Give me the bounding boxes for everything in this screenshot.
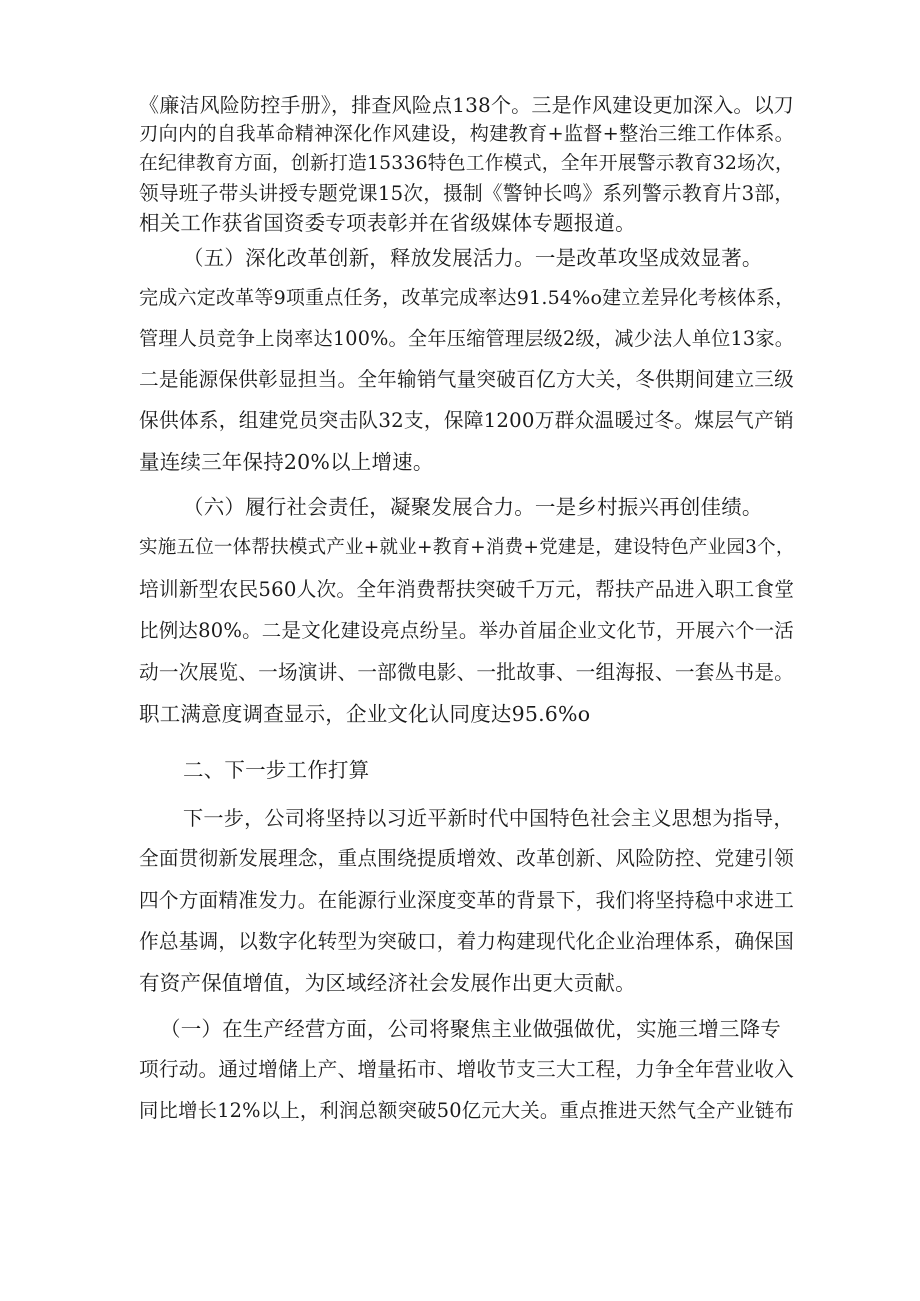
text-line: 实施五位一体帮扶模式产业+就业+教育+消费+党建是，建设特色产业园3个， [139,537,795,558]
text-line: 培训新型农民560人次。全年消费帮扶突破千万元，帮扶产品进入职工食堂 [139,578,795,601]
text-line: 职工满意度调查显示，企业文化认同度达95.6%o [139,702,591,726]
text-line: 相关工作获省国资委专项表彰并在省级媒体专题报道。 [139,211,636,235]
text-line: 《廉洁风险防控手册》，排查风险点138个。三是作风建设更加深入。以刀 [139,93,794,117]
section-heading-1: （一）在生产经营方面，公司将聚焦主业做强做优，实施三增三降专 [160,1017,781,1041]
text-line: 保供体系，组建党员突击队32支，保障1200万群众温暖过冬。煤层气产销 [139,409,794,432]
text-line: 完成六定改革等9项重点任务，改革完成率达91.54%o建立差异化考核体系， [139,287,795,309]
text-line: 同比增长12%以上，利润总额突破50亿元大关。重点推进天然气全产业链布 [139,1099,794,1122]
text-line: 比例达80%。二是文化建设亮点纷呈。举办首届企业文化节，开展六个一活 [139,619,794,642]
chapter-heading: 二、下一步工作打算 [183,758,370,782]
text-line: 二是能源保供彰显担当。全年输销气量突破百亿方大关，冬供期间建立三级 [139,368,794,391]
text-line: 领导班子带头讲授专题党课15次，摄制《警钟长鸣》系列警示教育片3部， [139,182,795,205]
text-line: 动一次展览、一场演讲、一部微电影、一批故事、一组海报、一套丛书是。 [139,661,794,684]
text-line: 全面贯彻新发展理念，重点围绕提质增效、改革创新、风险防控、党建引领 [139,847,794,870]
text-line: 刃向内的自我革命精神深化作风建设，构建教育+监督+整治三维工作体系。 [139,122,795,145]
text-line: 作总基调，以数字化转型为突破口，着力构建现代化企业治理体系，确保国 [139,930,794,953]
text-line: 项行动。通过增储上产、增量拓市、增收节支三大工程，力争全年营业收入 [139,1058,794,1081]
section-heading-6: （六）履行社会责任，凝聚发展合力。一是乡村振兴再创佳绩。 [183,495,763,519]
text-line: 量连续三年保持20%以上增速。 [139,450,434,474]
section-heading-5: （五）深化改革创新，释放发展活力。一是改革攻坚成效显著。 [183,246,763,270]
text-line: 四个方面精准发力。在能源行业深度变革的背景下，我们将坚持稳中求进工 [139,889,794,912]
text-line: 下一步，公司将坚持以习近平新时代中国特色社会主义思想为指导， [183,806,794,830]
text-line: 在纪律教育方面，创新打造15336特色工作模式，全年开展警示教育32场次， [139,153,795,174]
text-line: 管理人员竞争上岗率达100%。全年压缩管理层级2级，减少法人单位13家。 [139,327,795,350]
text-line: 有资产保值增值，为区域经济社会发展作出更大贡献。 [139,971,636,995]
